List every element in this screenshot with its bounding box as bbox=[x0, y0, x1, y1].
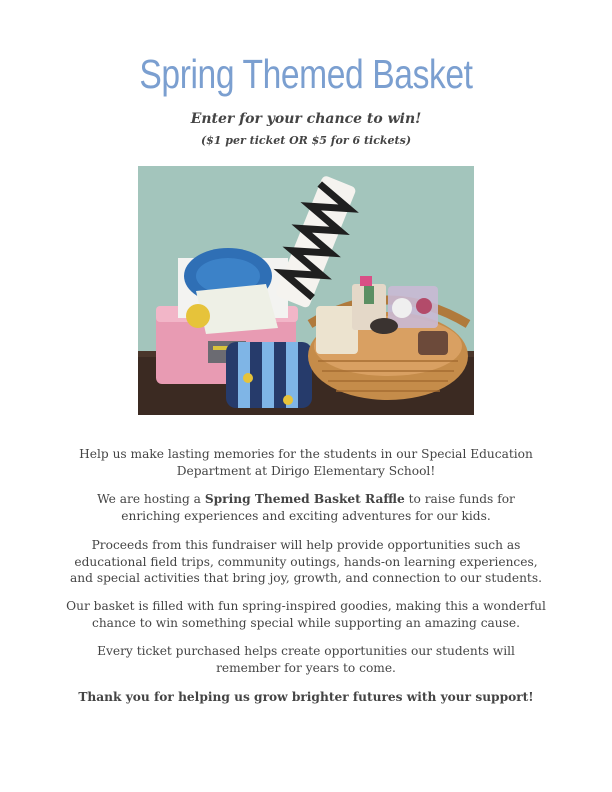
intro-paragraph: Help us make lasting memories for the students in our Special Education Department at Dirigo Elementary School! bbox=[79, 447, 533, 478]
basket-photo bbox=[138, 166, 474, 415]
thank-you-message: Thank you for helping us grow brighter futures with your support! bbox=[78, 690, 534, 704]
raffle-paragraph bbox=[66, 491, 546, 524]
page-title: Spring Themed Basket bbox=[139, 51, 473, 97]
raffle-text-start: We are hosting a bbox=[97, 492, 205, 506]
proceeds-paragraph: Proceeds from this fundraiser will help provide opportunities such as educational field trips, community outings, hands-on learning experiences, and special activities that bring joy, growth, and connection to our students. bbox=[70, 538, 542, 585]
ticket-impact-paragraph: Every ticket purchased helps create opportunities our students will remember for years to come. bbox=[97, 644, 515, 675]
raffle-text-end: to raise funds for enriching experiences and exciting adventures for our kids. bbox=[121, 492, 515, 523]
basket-description-paragraph: Our basket is filled with fun spring-inspired goodies, making this a wonderful chance to win something special while supporting an amazing cause. bbox=[66, 599, 546, 630]
raffle-name: Spring Themed Basket Raffle bbox=[204, 492, 405, 506]
ticket-price-info: ($1 per ticket OR $5 for 6 tickets) bbox=[200, 134, 412, 147]
page-subtitle: Enter for your chance to win! bbox=[190, 111, 422, 127]
